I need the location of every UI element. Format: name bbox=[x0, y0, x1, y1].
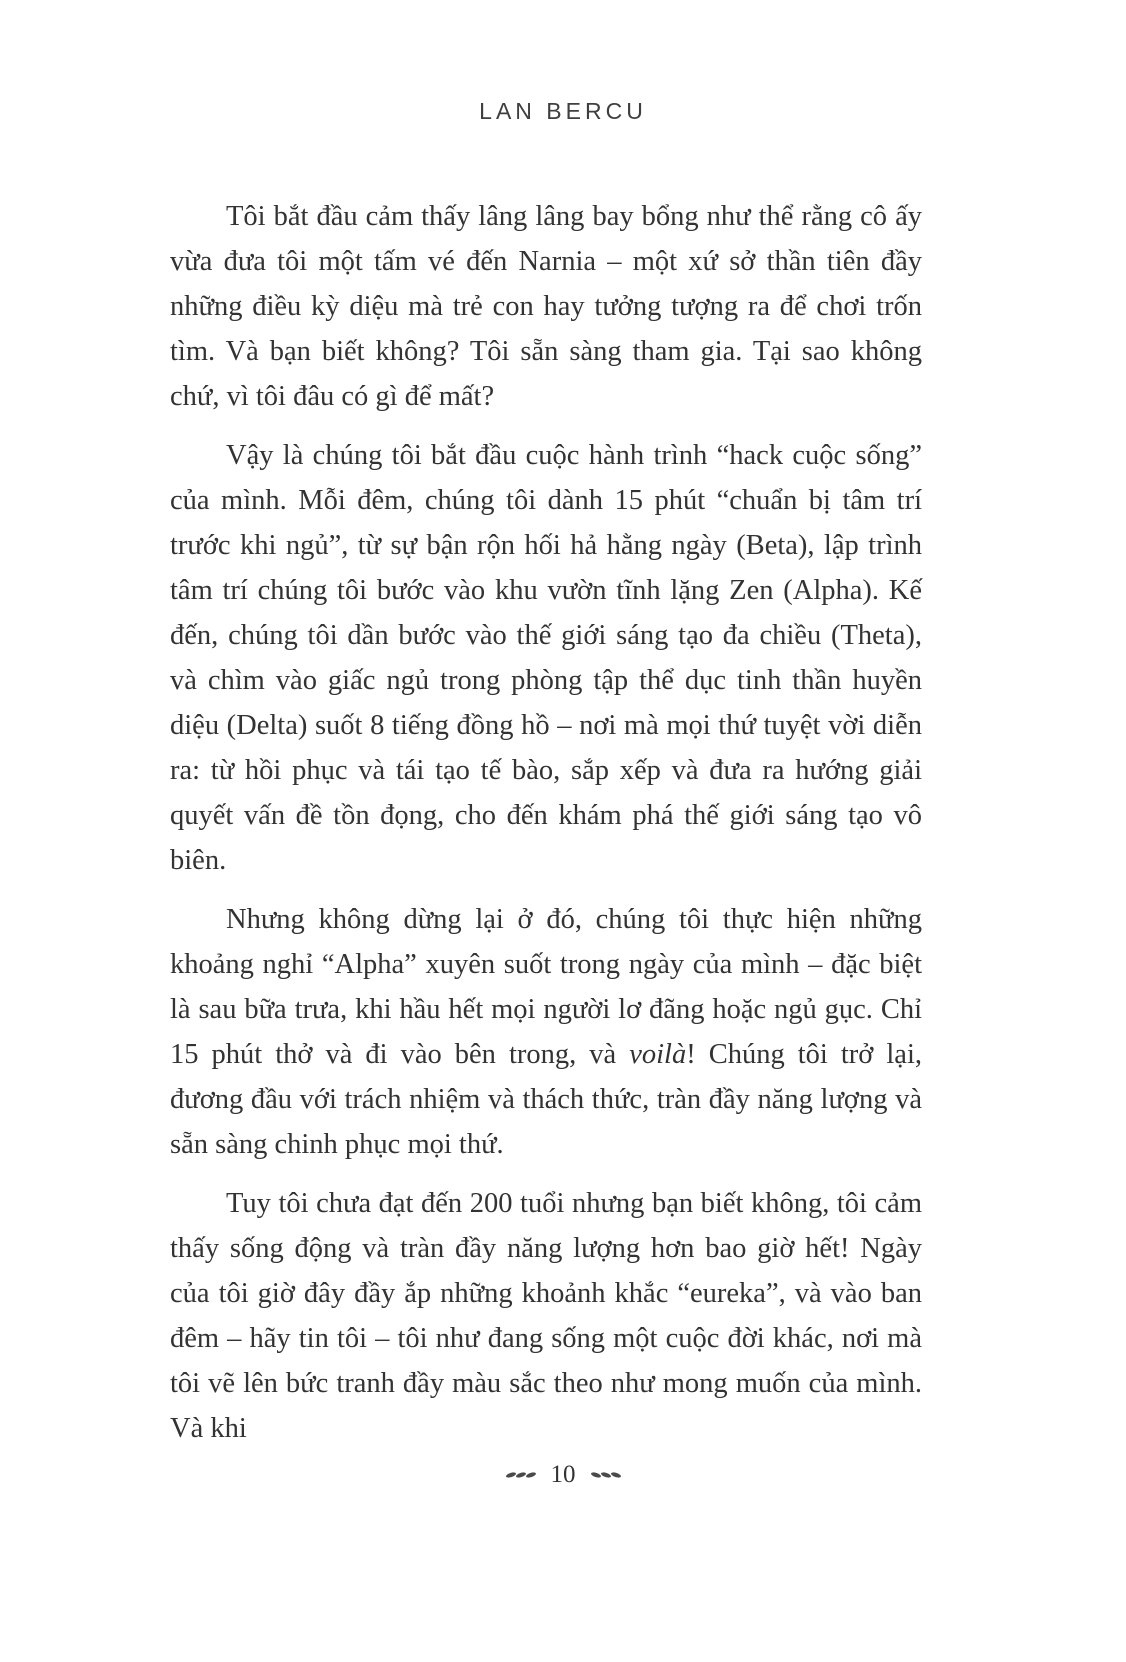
footer-ornament-left-icon bbox=[505, 1468, 539, 1482]
paragraph bbox=[170, 1181, 922, 1451]
paragraph bbox=[170, 194, 922, 419]
paragraph-run: Nhưng không dừng lại ở đó, chúng tôi thực hiện những khoảng nghỉ “Alpha” xuyên suốt trong ngày của mình – đặc biệt là sau bữa trưa, khi hầu hết mọi người lơ đãng hoặc ngủ gục. Chỉ 15 phút thở và đi vào bên trong, và bbox=[170, 904, 922, 1070]
paragraph-run: ! Chúng tôi trở lại, đương đầu với trách nhiệm và thách thức, tràn đầy năng lượng và sẵn sàng chinh phục mọi thứ. bbox=[170, 1039, 922, 1160]
page-header bbox=[0, 98, 1126, 125]
page-number: 10 bbox=[550, 1461, 576, 1488]
paragraph-run-italic: voilà bbox=[629, 1039, 687, 1070]
paragraph bbox=[170, 433, 922, 883]
body-text bbox=[170, 194, 922, 1465]
paragraph-run: Tuy tôi chưa đạt đến 200 tuổi nhưng bạn biết không, tôi cảm thấy sống động và tràn đầy năng lượng hơn bao giờ hết! Ngày của tôi giờ đây đầy ắp những khoảnh khắc “eureka”, và vào ban đêm – hãy tin tôi – tôi như đang sống một cuộc đời khác, nơi mà tôi vẽ lên bức tranh đầy màu sắc theo như mong muốn của mình. Và khi bbox=[170, 1188, 922, 1444]
page-footer bbox=[0, 1462, 1126, 1487]
paragraph-run: Vậy là chúng tôi bắt đầu cuộc hành trình “hack cuộc sống” của mình. Mỗi đêm, chúng tôi dành 15 phút “chuẩn bị tâm trí trước khi ngủ”, từ sự bận rộn hối hả hằng ngày (Beta), lập trình tâm trí chúng tôi bước vào khu vườn tĩnh lặng Zen (Alpha). Kế đến, chúng tôi dần bước vào thế giới sáng tạo đa chiều (Theta), và chìm vào giấc ngủ trong phòng tập thể dục tinh thần huyền diệu (Delta) suốt 8 tiếng đồng hồ – nơi mà mọi thứ tuyệt vời diễn ra: từ hồi phục và tái tạo tế bào, sắp xếp và đưa ra hướng giải quyết vấn đề tồn đọng, cho đến khám phá thế giới sáng tạo vô biên. bbox=[170, 440, 922, 876]
paragraph-run: Tôi bắt đầu cảm thấy lâng lâng bay bổng như thể rằng cô ấy vừa đưa tôi một tấm vé đến Narnia – một xứ sở thần tiên đầy những điều kỳ diệu mà trẻ con hay tưởng tượng ra để chơi trốn tìm. Và bạn biết không? Tôi sẵn sàng tham gia. Tại sao không chứ, vì tôi đâu có gì để mất? bbox=[170, 201, 922, 412]
running-head-author: LAN BERCU bbox=[479, 98, 647, 124]
footer-ornament-right-icon bbox=[588, 1468, 622, 1482]
paragraph bbox=[170, 897, 922, 1167]
